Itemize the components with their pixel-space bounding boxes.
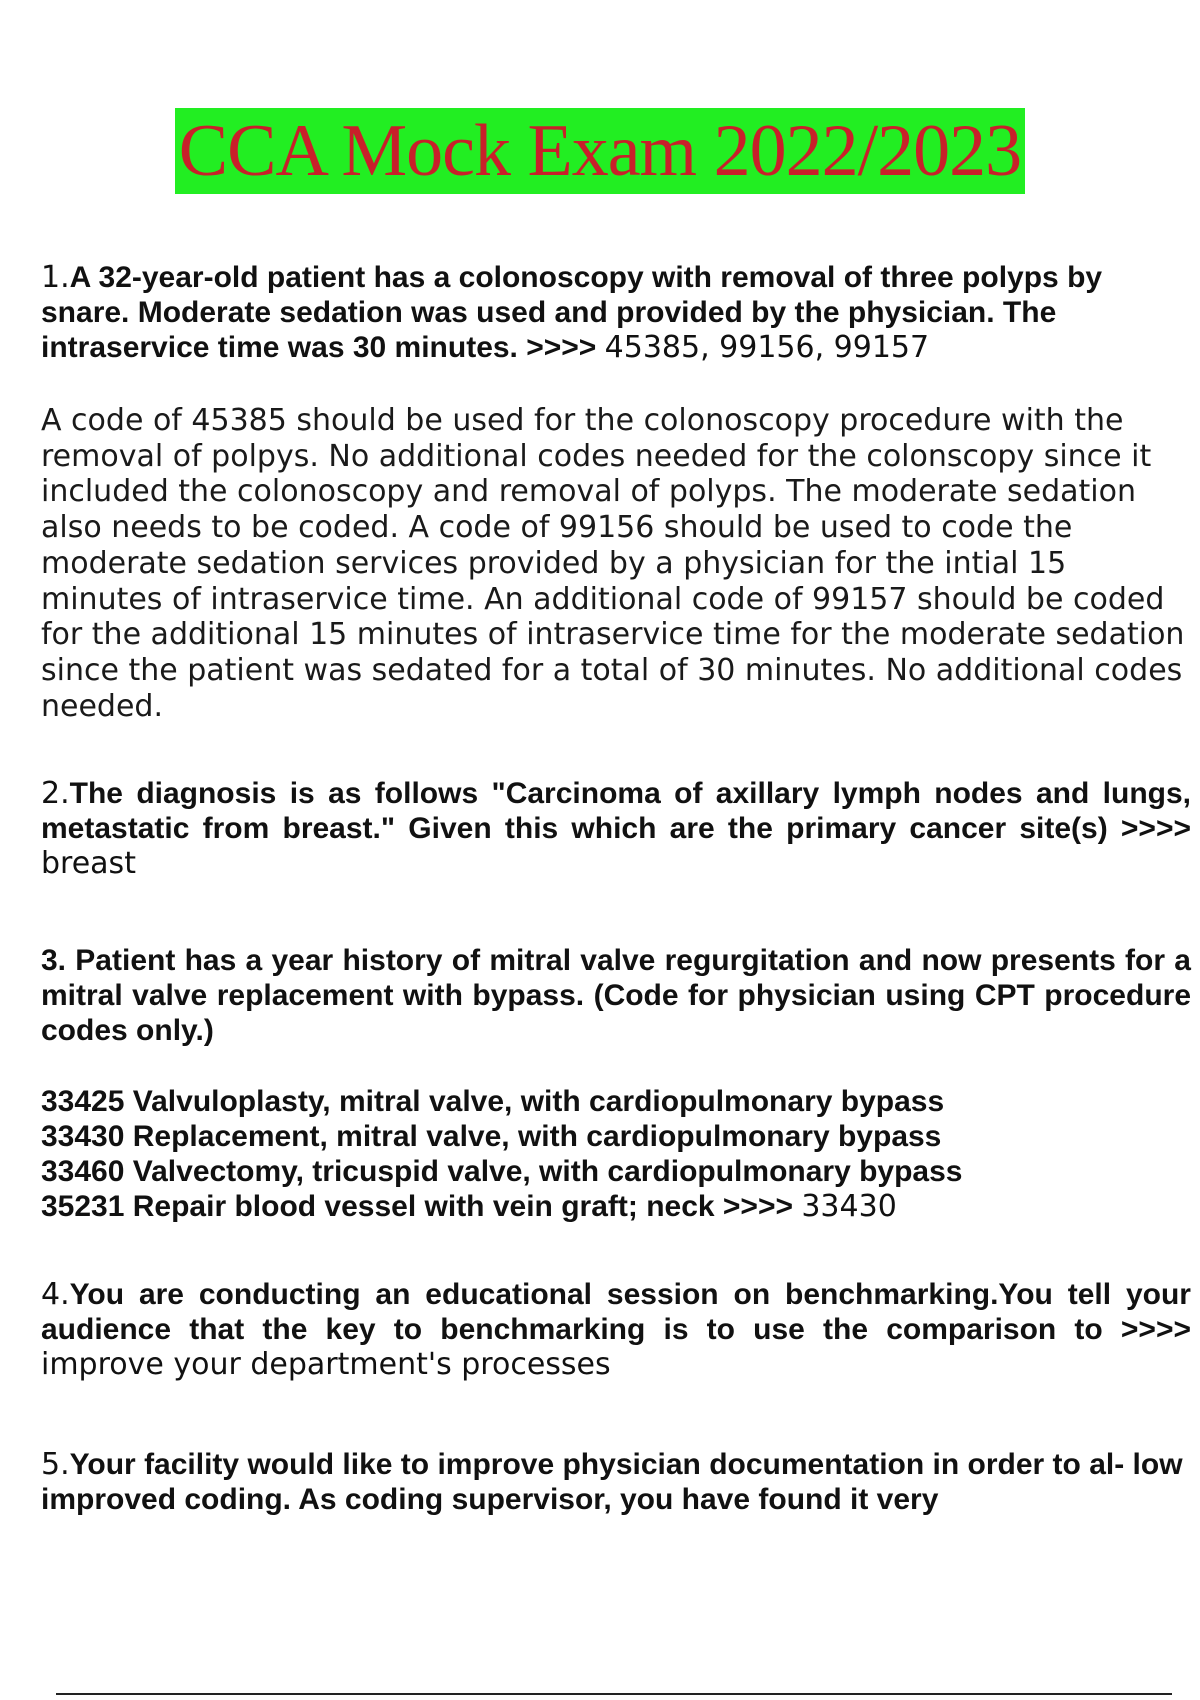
question-text: You are conducting an educational session on benchmarking.You tell your audience that the key to benchmarking is to use the comparison to >>>>: [41, 1278, 1191, 1346]
answer-text: improve your department's processes: [41, 1347, 611, 1382]
question-5: [41, 1447, 1191, 1517]
question-text: Your facility would like to improve physician documentation in order to al- low improved coding. As coding supervisor, you have found it very: [41, 1448, 1183, 1516]
document-title: CCA Mock Exam 2022/2023: [175, 108, 1025, 194]
question-1: [41, 260, 1191, 365]
title-container: [0, 108, 1200, 194]
answer-text: 45385, 99156, 99157: [604, 330, 930, 365]
question-2: [41, 776, 1191, 881]
explanation-1: A code of 45385 should be used for the colonoscopy procedure with the removal of polpys. No additional codes needed for the colonscopy since it included the colonoscopy and removal of polyps. The moderate sedation also needs to be coded. A code of 99156 should be used to code the moderate sedation services provided by a physician for the intial 15 minutes of intraservice time. An additional code of 99157 should be coded for the additional 15 minutes of intraservice time for the moderate sedation since the patient was sedated for a total of 30 minutes. No additional codes needed.: [41, 403, 1185, 724]
question-number: 1.: [41, 260, 70, 295]
question-number: 3.: [41, 944, 67, 977]
question-text: The diagnosis is as follows "Carcinoma of axillary lymph nodes and lungs, metastatic from breast." Given this which are the primary cancer site(s) >>>>: [41, 777, 1191, 845]
answer-text: 33430: [801, 1189, 897, 1224]
footer-divider: [56, 1693, 1172, 1695]
question-3: [41, 943, 1191, 1048]
option-text: 35231 Repair blood vessel with vein graft; neck >>>>: [41, 1190, 793, 1223]
option-item: 33425 Valvuloplasty, mitral valve, with cardiopulmonary bypass: [41, 1085, 945, 1118]
question-3-options: [41, 1084, 1191, 1224]
question-number: 4.: [41, 1277, 70, 1312]
option-item-last: [41, 1189, 1191, 1224]
answer-text: breast: [41, 846, 136, 881]
option-item: 33460 Valvectomy, tricuspid valve, with cardiopulmonary bypass: [41, 1155, 963, 1188]
question-number: 2.: [41, 776, 70, 811]
question-4: [41, 1277, 1191, 1382]
option-item: 33430 Replacement, mitral valve, with cardiopulmonary bypass: [41, 1120, 942, 1153]
question-number: 5.: [41, 1447, 70, 1482]
question-text: A 32-year-old patient has a colonoscopy with removal of three polyps by snare. Moderate sedation was used and provided by the physician. The intraservice time was 30 minutes. >>>>: [41, 261, 1103, 364]
question-text: Patient has a year history of mitral valve regurgitation and now presents for a mitral valve replacement with bypass. (Code for physician using CPT procedure codes only.): [41, 944, 1191, 1047]
